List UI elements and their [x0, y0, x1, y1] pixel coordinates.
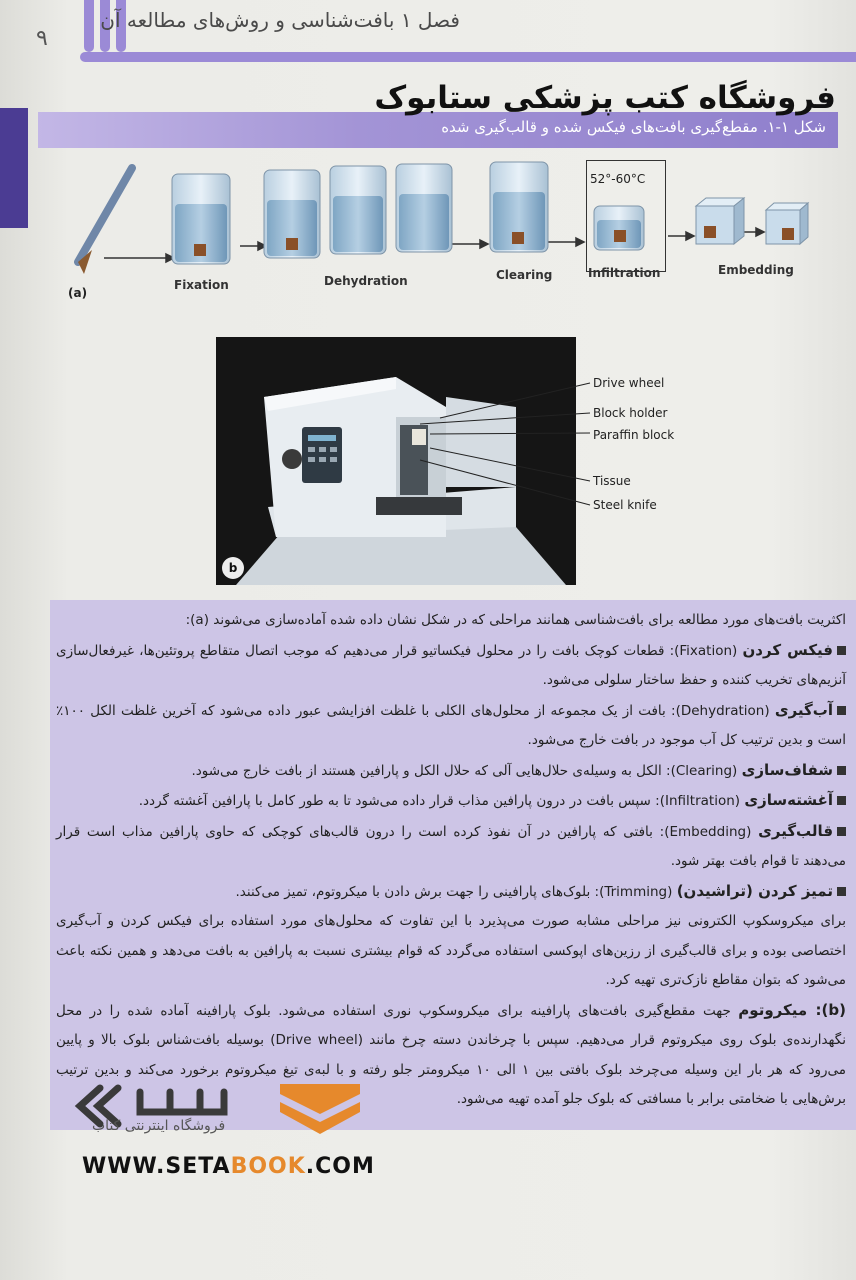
bullet-icon: [837, 796, 846, 805]
step-clearing: Clearing: [496, 268, 553, 282]
step-infiltration: Infiltration: [588, 266, 661, 280]
item-fixation: فیکس کردن (Fixation): قطعات کوچک بافت را در محلول فیکساتیو قرار می‌دهیم که موجب اتصال متقاطع پروتئین‌ها، غیرفعال‌سازی آنزیم‌های تخریب کننده و حفظ ساختار سلولی می‌شود.: [56, 640, 846, 688]
callout-steel-knife: Steel knife: [593, 498, 657, 512]
callout-paraffin-block: Paraffin block: [593, 428, 675, 442]
callout-drive-wheel: Drive wheel: [593, 376, 665, 390]
bullet-icon: [837, 646, 846, 655]
shop-title: فروشگاه کتب پزشکی ستابوک: [374, 80, 836, 116]
microtome-paragraph: (b): میکروتوم جهت مقطع‌گیری بافت‌های پارافینه برای میکروسکوپ نوری استفاده می‌شود. بلوک پارافینه آماده شده را در محل نگهدارنده‌ی بلوک روی میکروتوم قرار می‌دهیم. سپس با چرخاندن دسته چرخ مانند (Drive wheel) بوسیله بافت‌شناس بلوک بالا و پایین می‌رود که هر بار این وسیله می‌چرخد بلوک بافتی بین ۱ الی ۱۰ میکرومتر جلو رفته و با لبه‌ی تیغ میکروتوم برخورد می‌کند و بدین ترتیب برش‌هایی با ضخامتی برابر با مسافتی که بلوک جلو آمده تهیه می‌شود.: [56, 1000, 847, 1107]
step-embedding: Embedding: [718, 263, 794, 277]
bullet-icon: [837, 887, 846, 896]
bullet-icon: [837, 766, 846, 775]
item-dehydration: آب‌گیری (Dehydration): بافت از یک مجموعه از محلول‌های الکلی با غلظت افزایشی عبور داده می‌شود که آخرین غلظت الکل ۱۰۰٪ است و بدین ترتیب کل آب موجود در بافت خارج می‌شود.: [56, 700, 846, 748]
callout-tissue: Tissue: [593, 474, 631, 488]
watermark-subtitle: فروشگاه اینترنتی کتاب: [92, 1118, 226, 1134]
figure-caption: شکل ۱-۱. مقطع‌گیری بافت‌های فیکس شده و قالب‌گیری شده: [441, 118, 826, 136]
intro-paragraph: اکثریت بافت‌های مورد مطالعه برای بافت‌شناسی همانند مراحلی که در شکل نشان داده شده آماده‌سازی می‌شوند (a):: [185, 612, 846, 628]
callout-block-holder: Block holder: [593, 406, 668, 420]
bullet-icon: [837, 827, 846, 836]
step-fixation: Fixation: [174, 278, 229, 292]
page-number: ۹: [36, 26, 48, 51]
item-trimming: تمیز کردن (تراشیدن) (Trimming): بلوک‌های پارافینی را جهت برش دادن با میکروتوم، تمیز می‌کنند.: [56, 877, 846, 908]
item-clearing: شفاف‌سازی (Clearing): الکل به وسیله‌ی حلال‌هایی آلی که حلال الکل و پارافین هستند از بافت خارج می‌شود.: [56, 756, 846, 787]
em-paragraph: برای میکروسکوپ الکترونی نیز مراحلی مشابه صورت می‌پذیرد با این تفاوت که محلول‌های مورد استفاده برای فیکس کردن و آب‌گیری اختصاصی بوده و برای قالب‌گیری از رزین‌های اپوکسی استفاده می‌گردد که قوام بیشتری نسبت به پارافین به بافت می‌دهد و همین نکته باعث می‌شود که بتوان مقاطع نازک‌تری تهیه کرد.: [56, 913, 846, 988]
body-text: [56, 606, 846, 1115]
item-embedding: قالب‌گیری (Embedding): بافتی که پارافین در آن نفوذ کرده است را درون قالب‌های کوچکی که حاوی پارافین مذاب است قرار می‌دهند تا قوام بافت بهتر شود.: [56, 821, 846, 869]
chapter-title: فصل ۱ بافت‌شناسی و روش‌های مطالعه آن: [100, 8, 460, 32]
figure-b-label: b: [222, 557, 244, 579]
step-dehydration: Dehydration: [324, 274, 408, 288]
item-infiltration: آغشته‌سازی (Infiltration): سپس بافت در درون پارافین مذاب قرار داده می‌شود تا به طور کامل با پارافین آغشته گردد.: [56, 786, 846, 817]
watermark-url: WWW.SETABOOK.COM: [82, 1154, 375, 1179]
figure-a-label: (a): [68, 286, 88, 300]
bullet-icon: [837, 706, 846, 715]
temperature-label: 52°-60°C: [590, 172, 646, 186]
